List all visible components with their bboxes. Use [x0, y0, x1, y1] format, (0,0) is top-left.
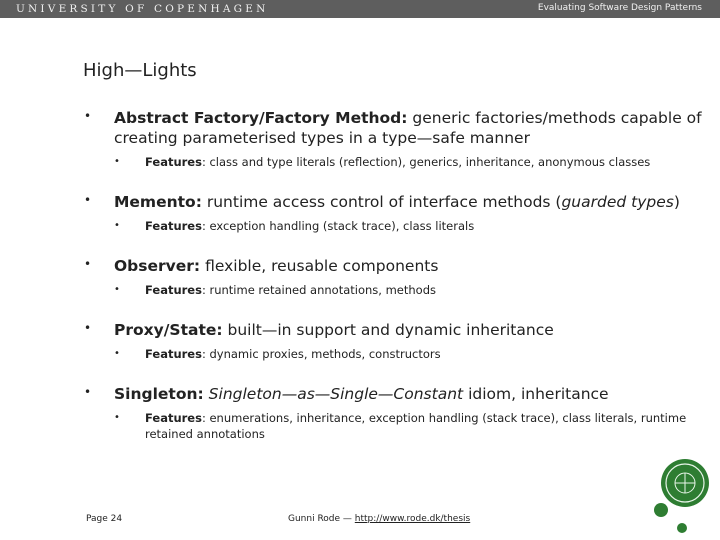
- bullet-icon: •: [84, 109, 92, 123]
- slide-title: High—Lights: [83, 60, 197, 81]
- bullet-term: Abstract Factory/Factory Method:: [114, 109, 408, 127]
- bullet-term: Memento:: [114, 193, 202, 211]
- thesis-link[interactable]: http://www.rode.dk/thesis: [354, 514, 471, 524]
- features-text: : exception handling (stack trace), class literals: [201, 219, 475, 233]
- bullet-term: Proxy/State:: [114, 321, 223, 339]
- bullet-icon: •: [84, 193, 92, 207]
- bullet-text-italic: guarded types: [561, 193, 674, 211]
- bullet-text: generic factories/methods capable of creating parameterised types in a type—safe manner: [114, 109, 702, 147]
- bullet-proxy-state: [84, 320, 704, 362]
- bullet-icon: •: [84, 321, 92, 335]
- features-text: : runtime retained annotations, methods: [201, 283, 436, 297]
- features-text: : dynamic proxies, methods, constructors: [201, 347, 441, 361]
- bullet-term: Singleton:: [114, 385, 204, 403]
- university-seal-icon: [653, 455, 713, 535]
- bullet-memento: [84, 192, 704, 234]
- bullet-text-end: ): [673, 193, 680, 211]
- features-label: Features: [145, 411, 202, 425]
- bullet-abstract-factory: [84, 108, 704, 170]
- footer-author: [288, 514, 470, 524]
- features-label: Features: [145, 283, 202, 297]
- author-name: Gunni Rode —: [288, 514, 352, 524]
- bullet-icon: •: [84, 257, 92, 271]
- features-label: Features: [145, 347, 202, 361]
- sub-bullet-icon: •: [114, 348, 120, 359]
- bullet-term: Observer:: [114, 257, 201, 275]
- features-text: : enumerations, inheritance, exception handling (stack trace), class literals, runtime retained annotations: [145, 411, 687, 441]
- features-label: Features: [145, 219, 202, 233]
- course-title: Evaluating Software Design Patterns: [537, 3, 702, 13]
- sub-bullet-icon: •: [114, 220, 120, 231]
- features-text: : class and type literals (reflection), generics, inheritance, anonymous classes: [201, 155, 651, 169]
- bullet-observer: [84, 256, 704, 298]
- bullet-text: runtime access control of interface methods (: [206, 193, 562, 211]
- header-bar: [0, 0, 720, 18]
- sub-bullet-icon: •: [114, 412, 120, 423]
- bullet-text: built—in support and dynamic inheritance: [227, 321, 554, 339]
- bullet-list: [84, 108, 704, 442]
- bullet-icon: •: [84, 385, 92, 399]
- bullet-text-end: idiom, inheritance: [468, 385, 609, 403]
- sub-bullet-icon: •: [114, 156, 120, 167]
- bullet-text-italic: Singleton—as—Single—Constant: [208, 385, 464, 403]
- bullet-text: flexible, reusable components: [205, 257, 439, 275]
- bullet-singleton: [84, 384, 704, 442]
- university-name: UNIVERSITY OF COPENHAGEN: [16, 3, 269, 15]
- features-label: Features: [145, 155, 202, 169]
- sub-bullet-icon: •: [114, 284, 120, 295]
- page-number: Page 24: [86, 514, 123, 524]
